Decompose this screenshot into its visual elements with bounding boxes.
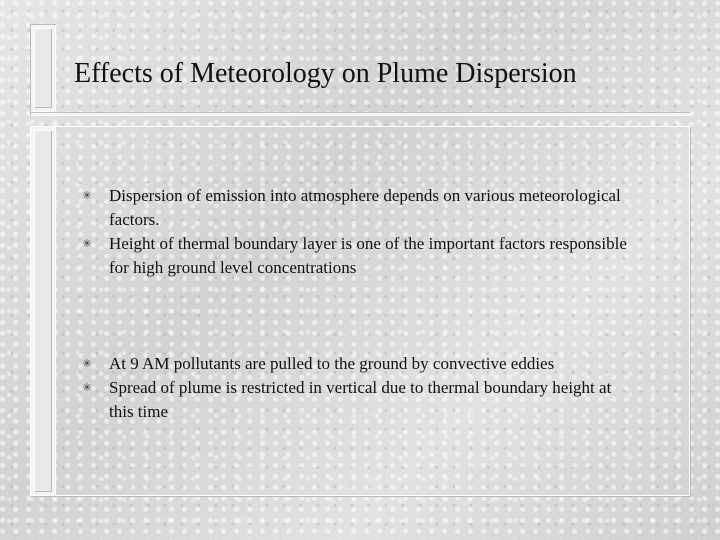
asterisk-icon: ✳: [82, 190, 92, 202]
asterisk-icon: ✳: [82, 238, 92, 250]
bullet-item: [80, 184, 640, 232]
bullet-item: [80, 232, 640, 280]
asterisk-icon: ✳: [82, 358, 92, 370]
asterisk-icon: ✳: [82, 382, 92, 394]
bullet-spacer: [80, 280, 640, 352]
bullet-text: At 9 AM pollutants are pulled to the ground by convective eddies: [109, 354, 555, 373]
bullet-item: [80, 352, 640, 376]
bullet-text: Height of thermal boundary layer is one of the important factors responsible for high ground level concentrations: [109, 234, 627, 277]
bullet-text: Dispersion of emission into atmosphere depends on various meteorological factors.: [109, 186, 621, 229]
title-underline: [30, 112, 690, 116]
title-frame-bar: [30, 24, 56, 112]
bullet-text: Spread of plume is restricted in vertical due to thermal boundary height at this time: [109, 378, 612, 421]
slide-title: Effects of Meteorology on Plume Dispersion: [74, 58, 577, 89]
bullet-item: [80, 376, 640, 424]
bullet-list: [80, 184, 640, 424]
